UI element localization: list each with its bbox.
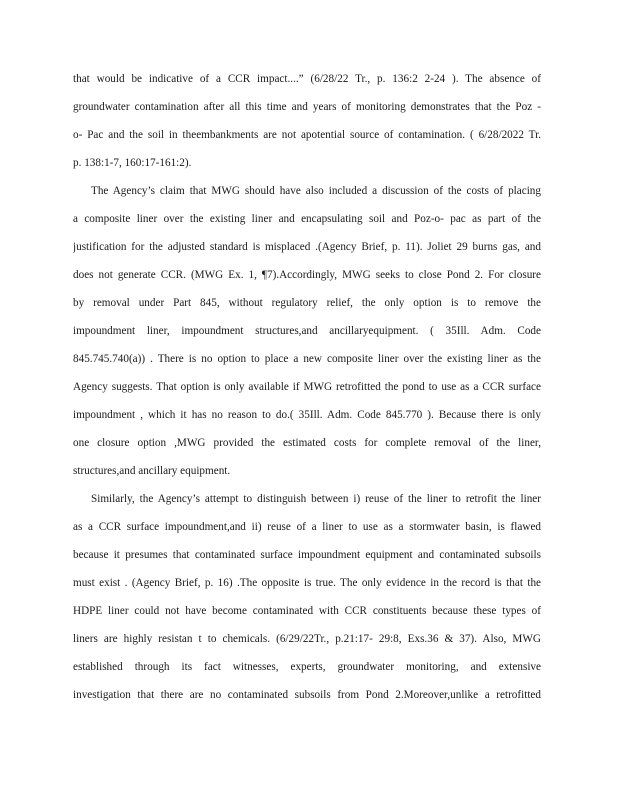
text-line: Agency suggests. That option is only available if MWG retrofitted the pond to use as a CCR surface <box>73 381 541 393</box>
text-line: p. 138:1-7, 160:17-161:2). <box>73 157 192 169</box>
text-line: justification for the adjusted standard is misplaced .(Agency Brief, p. 11). Joliet 29 burns gas, and <box>73 241 541 253</box>
text-line: liners are highly resistan t to chemicals. (6/29/22Tr., p.21:17- 29:8, Exs.36 & 37). Also, MWG <box>73 633 541 645</box>
text-line: 845.745.740(a)) . There is no option to place a new composite liner over the existing liner as the <box>73 353 541 365</box>
text-line: by removal under Part 845, without regulatory relief, the only option is to remove the <box>73 297 541 309</box>
paragraph-first-line: The Agency’s claim that MWG should have also included a discussion of the costs of placing <box>91 185 541 197</box>
text-line: groundwater contamination after all this time and years of monitoring demonstrates that the Poz - <box>73 101 541 113</box>
text-line: a composite liner over the existing liner and encapsulating soil and Poz-o- pac as part of the <box>73 213 541 225</box>
text-line: that would be indicative of a CCR impact....” (6/28/22 Tr., p. 136:2 2-24 ). The absence of <box>73 73 541 85</box>
text-line: o- Pac and the soil in theembankments are not apotential source of contamination. ( 6/28/2022 Tr. <box>73 129 541 141</box>
text-line: structures,and ancillary equipment. <box>73 465 231 477</box>
paragraph-first-line: Similarly, the Agency’s attempt to distinguish between i) reuse of the liner to retrofit the liner <box>91 493 541 505</box>
text-line: one closure option ,MWG provided the estimated costs for complete removal of the liner, <box>73 437 541 449</box>
text-line: impoundment , which it has no reason to do.( 35Ill. Adm. Code 845.770 ). Because there is only <box>73 409 541 421</box>
text-line: does not generate CCR. (MWG Ex. 1, ¶7).Accordingly, MWG seeks to close Pond 2. For closure <box>73 269 541 281</box>
text-line: impoundment liner, impoundment structures,and ancillaryequipment. ( 35Ill. Adm. Code <box>73 325 541 337</box>
text-line: HDPE liner could not have become contaminated with CCR constituents because these types of <box>73 605 541 617</box>
text-line: because it presumes that contaminated surface impoundment equipment and contaminated subsoils <box>73 549 541 561</box>
text-line: must exist . (Agency Brief, p. 16) .The opposite is true. The only evidence in the record is that the <box>73 577 541 589</box>
text-line: established through its fact witnesses, experts, groundwater monitoring, and extensive <box>73 661 541 673</box>
text-line: investigation that there are no contaminated subsoils from Pond 2.Moreover,unlike a retrofitted <box>73 689 541 701</box>
text-line: as a CCR surface impoundment,and ii) reuse of a liner to use as a stormwater basin, is flawed <box>73 521 541 533</box>
